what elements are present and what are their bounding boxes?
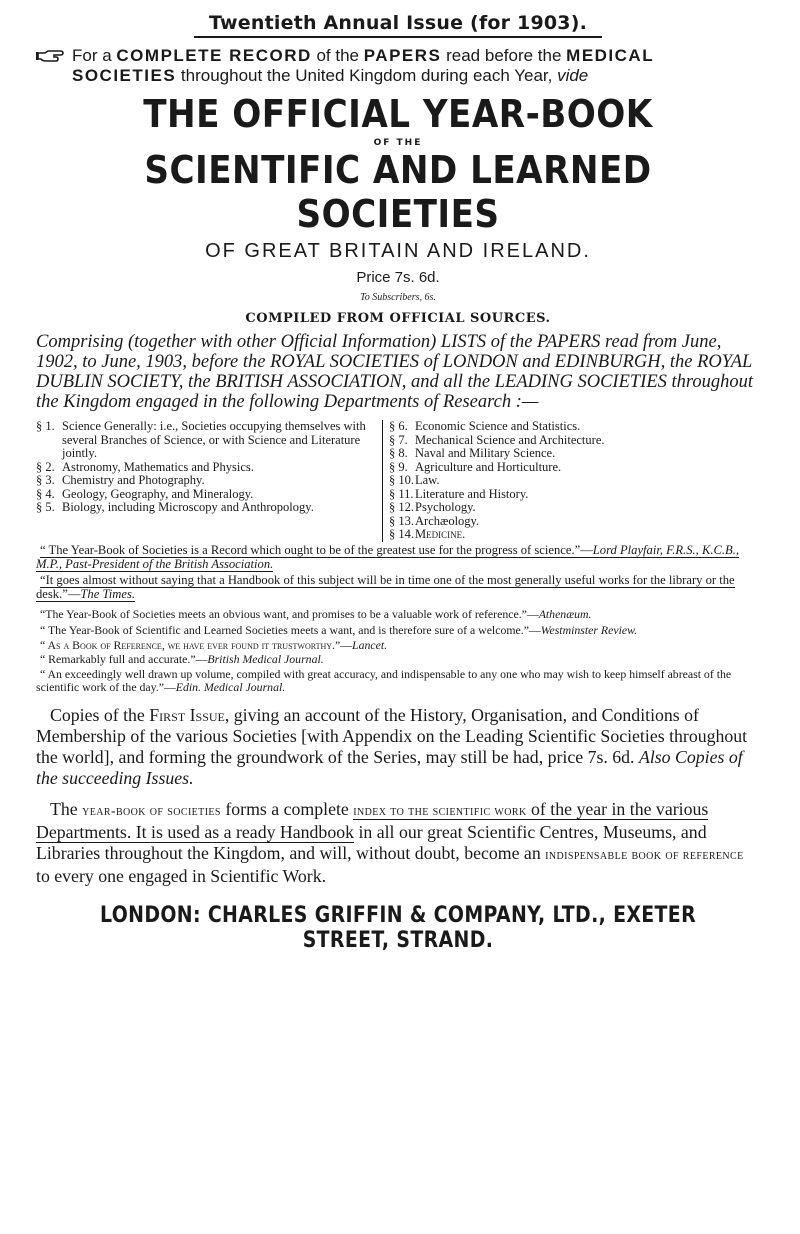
yearbook-paragraph: The year-book of societies forms a complete index to the scientific work of the year in the various Departments. It is used as a ready Handbook in all our great Scientific Centres, Museums, and Libraries throughout the Kingdom, and will, without doubt, become an indispensable book of reference to every one engaged in Scientific Work.: [36, 798, 744, 886]
press-quotes: [36, 543, 760, 695]
price: Price 7s. 6d.: [356, 269, 440, 286]
department-item: § 3. Chemistry and Photography.: [36, 473, 205, 487]
department-item: § 10. Law.: [389, 473, 440, 487]
of-the-label: OF THE: [373, 138, 423, 148]
publisher-imprint: LONDON: CHARLES GRIFFIN & COMPANY, LTD., EXETER STREET, STRAND.: [99, 902, 696, 953]
departments-left-column: [36, 420, 382, 542]
department-item: § 4. Geology, Geography, and Mineralogy.: [36, 486, 254, 501]
book-title: THE OFFICIAL YEAR-BOOK: [143, 92, 653, 136]
quote-lancet: “ As a Book of Reference, we have ever found it trustworthy.”—Lancet.: [40, 637, 388, 652]
heading-underline: [194, 36, 602, 38]
department-item: § 13. Archæology.: [389, 513, 480, 528]
book-subtitle: OF GREAT BRITAIN AND IRELAND.: [205, 240, 591, 262]
department-item: § 2. Astronomy, Mathematics and Physics.: [36, 459, 254, 474]
quote-edin: “ An exceedingly well drawn up volume, compiled with great accuracy, and indispensable to any one who may wish to keep himself abreast of the scientific work of the day.”—Edin. Medical Journal.: [36, 666, 732, 694]
quote-bmj: “ Remarkably full and accurate.”—British Medical Journal.: [40, 652, 324, 666]
compiled-note: COMPILED FROM OFFICIAL SOURCES.: [245, 311, 551, 326]
quote-times: “It goes almost without saying that a Handbook of this subject will be in time one of the most generally useful works for the library or the desk.”—The Times.: [36, 572, 735, 601]
department-item: § 9. Agriculture and Horticulture.: [389, 459, 562, 474]
department-item: § 1. Science Generally: i.e., Societies occupying themselves with several Branches of Science, or with Science and Literature jointly.: [36, 419, 366, 460]
department-item: § 11. Literature and History.: [389, 486, 529, 501]
pointing-hand-icon: [36, 48, 66, 64]
comprising-paragraph: Comprising (together with other Official Information) LISTS of the PAPERS read from June, 1902, to June, 1903, before the ROYAL SOCIETIES of LONDON and EDINBURGH, the ROYAL DUBLIN SOCIETY, the BRITISH ASSOCIATION, and all the LEADING SOCIETIES throughout the Kingdom engaged in the following Departments of Research :—: [36, 332, 754, 412]
intro-paragraph: For a COMPLETE RECORD of the PAPERS read before the MEDICAL SOCIETIES throughout the United Kingdom during each Year, vide: [36, 46, 760, 86]
departments-list: [36, 420, 760, 542]
department-item: § 14. Medicine.: [389, 527, 466, 541]
department-item: § 7. Mechanical Science and Architecture.: [389, 432, 605, 447]
department-item: § 5. Biology, including Microscopy and Anthropology.: [36, 500, 314, 514]
book-title-line2: SCIENTIFIC AND LEARNED SOCIETIES: [144, 148, 652, 236]
issue-heading: Twentieth Annual Issue (for 1903).: [208, 12, 588, 34]
department-item: § 12. Psychology.: [389, 500, 476, 514]
department-item: § 8. Naval and Military Science.: [389, 446, 556, 460]
subscriber-price: To Subscribers, 6s.: [360, 292, 436, 303]
departments-right-column: [382, 420, 760, 542]
quote-playfair: “ The Year-Book of Societies is a Record which ought to be of the greatest use for the progress of science.”—Lord Playfair, F.R.S., K.C.B., M.P., Past-President of the British Association.: [36, 542, 740, 571]
quote-westminster: “ The Year-Book of Scientific and Learned Societies meets a want, and is therefore sure of a welcome.”—Westminster Review.: [40, 623, 638, 637]
copies-paragraph: Copies of the First Issue, giving an account of the History, Organisation, and Conditions of Membership of the various Societies [with Appendix on the Leading Scientific Societies throughout the world], and forming the groundwork of the Series, may still be had, price 7s. 6d. Also Copies of the succeeding Issues.: [36, 704, 748, 788]
quote-athenaeum: “The Year-Book of Societies meets an obvious want, and promises to be a valuable work of reference.”—Athenæum.: [40, 606, 592, 621]
department-item: § 6. Economic Science and Statistics.: [389, 419, 581, 433]
